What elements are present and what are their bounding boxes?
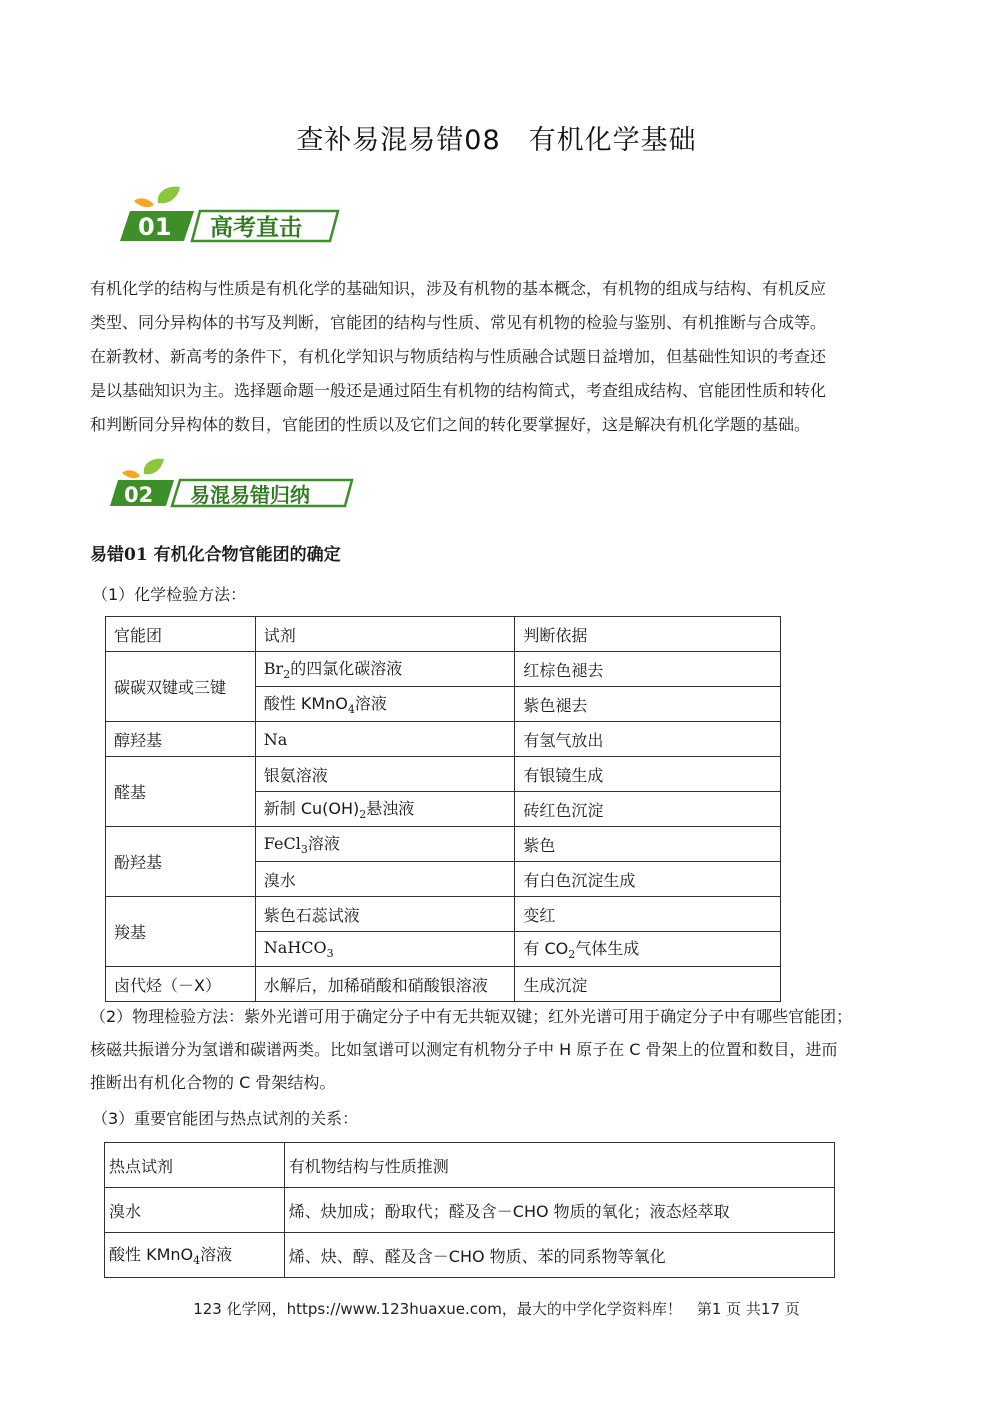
result-cell: 有氢气放出 bbox=[515, 722, 781, 757]
group-cell: 酚羟基 bbox=[106, 827, 256, 897]
result-cell: 有银镜生成 bbox=[515, 757, 781, 792]
reagent-cell: 水解后，加稀硝酸和硝酸银溶液 bbox=[255, 967, 515, 1002]
result-cell: 有白色沉淀生成 bbox=[515, 862, 781, 897]
group-cell: 碳碳双键或三键 bbox=[106, 652, 256, 722]
hot-reagent-table bbox=[104, 1142, 835, 1278]
reagent-cell: 紫色石蕊试液 bbox=[255, 897, 515, 932]
group-cell: 醛基 bbox=[106, 757, 256, 827]
table-header: 有机物结构与性质推测 bbox=[284, 1143, 834, 1188]
result-cell: 生成沉淀 bbox=[515, 967, 781, 1002]
reagent-cell: 溴水 bbox=[105, 1188, 285, 1233]
table-header: 判断依据 bbox=[515, 617, 781, 652]
result-cell: 砖红色沉淀 bbox=[515, 792, 781, 827]
table-header: 官能团 bbox=[106, 617, 256, 652]
subheading-hot-reagents: （3）重要官能团与热点试剂的关系： bbox=[92, 1109, 359, 1128]
inference-cell: 烯、炔、醇、醛及含－CHO 物质、苯的同系物等氧化 bbox=[284, 1233, 834, 1278]
reagent-cell: 银氨溶液 bbox=[255, 757, 515, 792]
paragraph-line: 推断出有机化合物的 C 骨架结构。 bbox=[90, 1073, 336, 1092]
section-badge-02 bbox=[108, 456, 358, 512]
badge-label: 易混易错归纳 bbox=[190, 483, 310, 507]
intro-line: 在新教材、新高考的条件下，有机化学知识与物质结构与性质融合试题日益增加，但基础性知识的考查还 bbox=[90, 347, 827, 366]
table-row bbox=[105, 1188, 835, 1233]
subheading-chemical-test: （1）化学检验方法： bbox=[92, 585, 247, 604]
reagent-cell: 新制 $Cu(OH)_2$悬浊液 bbox=[255, 792, 515, 827]
table-header-row bbox=[105, 1143, 835, 1188]
leaf-icon bbox=[122, 459, 164, 479]
table-row bbox=[106, 827, 781, 862]
intro-paragraph bbox=[90, 272, 905, 442]
reagent-cell: $Br_2$的四氯化碳溶液 bbox=[255, 652, 515, 687]
page-footer: 123 化学网，https://www.123huaxue.com，最大的中学化学资料库！ 第1 页 共17 页 bbox=[193, 1300, 800, 1318]
page-title: 查补易混易错08 有机化学基础 bbox=[296, 125, 697, 156]
badge-number: 02 bbox=[124, 483, 154, 507]
table-row bbox=[106, 967, 781, 1002]
result-cell: 变红 bbox=[515, 897, 781, 932]
table-row bbox=[106, 722, 781, 757]
intro-line: 是以基础知识为主。选择题命题一般还是通过陌生有机物的结构简式，考查组成结构、官能团性质和转化 bbox=[90, 381, 827, 400]
reagent-cell: NaHCO$_3$ bbox=[255, 932, 515, 967]
intro-line: 有机化学的结构与性质是有机化学的基础知识，涉及有机物的基本概念，有机物的组成与结构、有机反应 bbox=[90, 279, 827, 298]
paragraph-line: 核磁共振谱分为氢谱和碳谱两类。比如氢谱可以测定有机物分子中 H 原子在 C 骨架上的位置和数目，进而 bbox=[90, 1040, 838, 1059]
functional-group-test-table bbox=[105, 616, 781, 1002]
intro-line: 类型、同分异构体的书写及判断，官能团的结构与性质、常见有机物的检验与鉴别、有机推断与合成等。 bbox=[90, 313, 827, 332]
inference-cell: 烯、炔加成；酚取代；醛及含－CHO 物质的氧化；液态烃萃取 bbox=[284, 1188, 834, 1233]
table-row bbox=[106, 897, 781, 932]
paragraph-line: （2）物理检验方法：紫外光谱可用于确定分子中有无共轭双键；红外光谱可用于确定分子中有哪些官能团； bbox=[90, 1007, 853, 1026]
result-cell: 有 $CO_2$气体生成 bbox=[515, 932, 781, 967]
table-row bbox=[106, 652, 781, 687]
group-cell: 卤代烃（－X） bbox=[106, 967, 256, 1002]
table-row bbox=[105, 1233, 835, 1278]
section-heading: 易错01 有机化合物官能团的确定 bbox=[90, 545, 341, 565]
group-cell: 羧基 bbox=[106, 897, 256, 967]
table-header-row bbox=[106, 617, 781, 652]
table-header: 试剂 bbox=[255, 617, 515, 652]
result-cell: 红棕色褪去 bbox=[515, 652, 781, 687]
physical-test-paragraph bbox=[90, 1000, 905, 1099]
reagent-cell: 溴水 bbox=[255, 862, 515, 897]
intro-line: 和判断同分异构体的数目，官能团的性质以及它们之间的转化要掌握好，这是解决有机化学题的基础。 bbox=[90, 415, 811, 434]
section-badge-01 bbox=[118, 183, 343, 245]
badge-number: 01 bbox=[138, 213, 172, 241]
reagent-cell: 酸性 KMnO$_4$溶液 bbox=[105, 1233, 285, 1278]
reagent-cell: Na bbox=[255, 722, 515, 757]
reagent-cell: 酸性 KMnO$_4$溶液 bbox=[255, 687, 515, 722]
table-row bbox=[106, 757, 781, 792]
table-header: 热点试剂 bbox=[105, 1143, 285, 1188]
leaf-icon bbox=[134, 187, 180, 207]
result-cell: 紫色褪去 bbox=[515, 687, 781, 722]
group-cell: 醇羟基 bbox=[106, 722, 256, 757]
badge-label: 高考直击 bbox=[210, 215, 302, 241]
result-cell: 紫色 bbox=[515, 827, 781, 862]
reagent-cell: FeCl$_3$溶液 bbox=[255, 827, 515, 862]
